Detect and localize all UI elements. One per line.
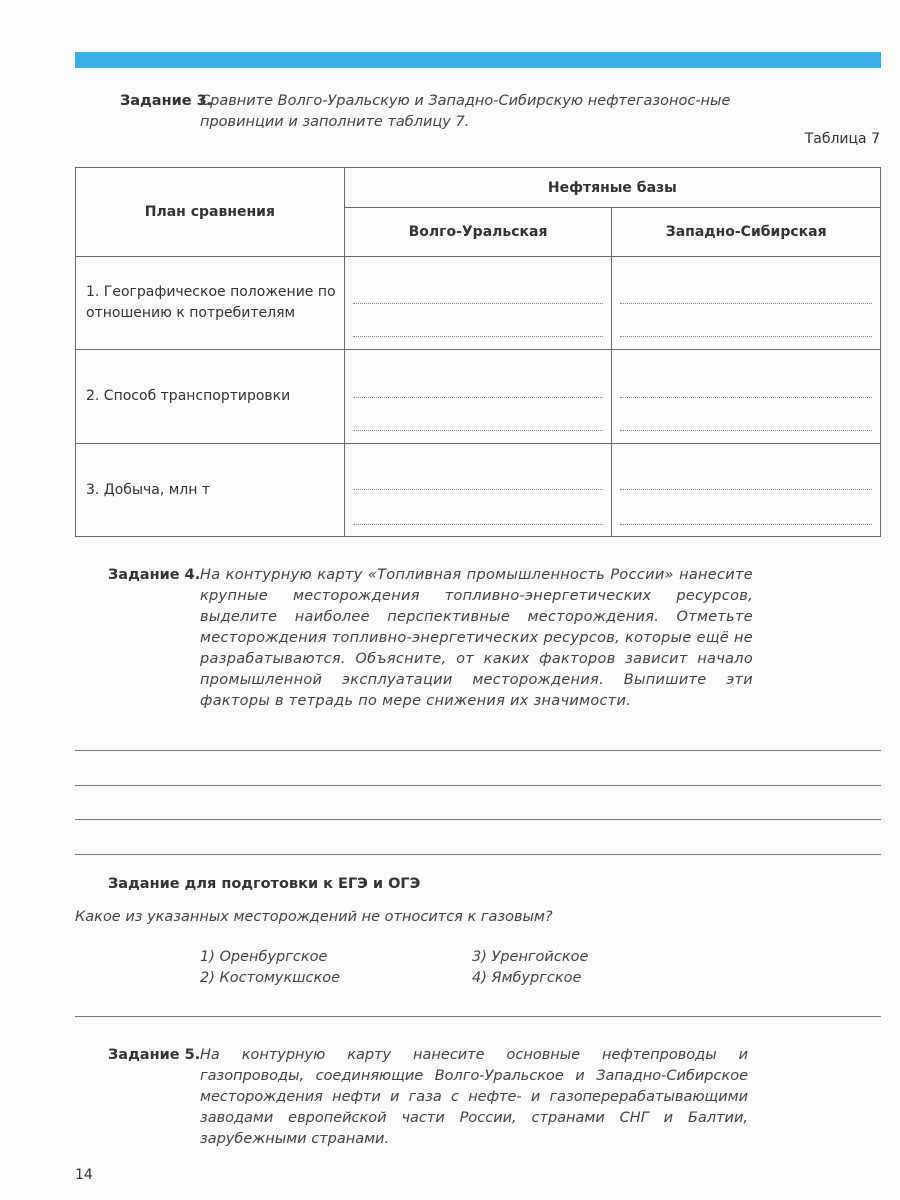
task-3 bbox=[120, 91, 760, 135]
header-plan: План сравнения bbox=[76, 168, 345, 257]
task-5-text: На контурную карту нанесите основные нефтепроводы и газопроводы, соединяющие Волго-Уральское и Западно-Сибирское месторождения нефти и газа с нефте- и газоперерабатывающими заводами европейской части России, странами СНГ и Балтии, зарубежными странами. bbox=[200, 1047, 748, 1147]
header-west-siberian: Западно-Сибирская bbox=[612, 208, 881, 257]
header-accent-bar bbox=[75, 52, 881, 68]
section-divider bbox=[75, 1016, 881, 1017]
row-label: 1. Географическое положение по отношению к потребителям bbox=[76, 257, 345, 350]
header-volga-ural: Волго-Уральская bbox=[344, 208, 612, 257]
row-label: 3. Добыча, млн т bbox=[76, 444, 345, 537]
task-5-label: Задание 5. bbox=[108, 1047, 201, 1063]
table-caption: Таблица 7 bbox=[804, 131, 880, 147]
header-oil-bases: Нефтяные базы bbox=[344, 168, 880, 208]
table-row bbox=[76, 350, 881, 444]
answer-cell-west-siberian[interactable] bbox=[612, 257, 881, 350]
ege-question: Какое из указанных месторождений не относится к газовым? bbox=[75, 909, 553, 925]
row-label: 2. Способ транспортировки bbox=[76, 350, 345, 444]
ege-option-3[interactable]: 3) Уренгойское bbox=[472, 949, 589, 965]
table-row bbox=[76, 444, 881, 537]
answer-line[interactable] bbox=[75, 750, 881, 751]
answer-cell-volga-ural[interactable] bbox=[344, 257, 612, 350]
answer-cell-west-siberian[interactable] bbox=[612, 444, 881, 537]
table-row bbox=[76, 257, 881, 350]
answer-cell-volga-ural[interactable] bbox=[344, 444, 612, 537]
answer-line[interactable] bbox=[75, 819, 881, 820]
answer-line[interactable] bbox=[75, 785, 881, 786]
ege-option-2[interactable]: 2) Костомукшское bbox=[200, 970, 341, 986]
comparison-table bbox=[75, 167, 881, 537]
answer-cell-west-siberian[interactable] bbox=[612, 350, 881, 444]
task-3-text: Сравните Волго-Уральскую и Западно-Сибирскую нефтегазонос-ные провинции и заполните таблицу 7. bbox=[200, 93, 731, 130]
task-5 bbox=[108, 1045, 758, 1155]
task-3-label: Задание 3. bbox=[120, 93, 213, 109]
task-4-text: На контурную карту «Топливная промышленность России» нанесите крупные месторождения топливно-энергетических ресурсов, выделите наиболее перспективные месторождения. Отметьте месторождения топливно-энергетических ресурсов, которые ещё не разрабатываются. Объясните, от каких факторов зависит начало промышленной эксплуатации месторождения. Выпишите эти факторы в тетрадь по мере снижения их значимости. bbox=[200, 567, 753, 709]
answer-cell-volga-ural[interactable] bbox=[344, 350, 612, 444]
ege-option-1[interactable]: 1) Оренбургское bbox=[200, 949, 328, 965]
task-4-label: Задание 4. bbox=[108, 567, 201, 583]
ege-option-4[interactable]: 4) Ямбургское bbox=[472, 970, 582, 986]
task-4 bbox=[108, 565, 758, 725]
ege-section-title: Задание для подготовки к ЕГЭ и ОГЭ bbox=[108, 876, 421, 892]
answer-line[interactable] bbox=[75, 854, 881, 855]
page-number: 14 bbox=[75, 1167, 93, 1183]
